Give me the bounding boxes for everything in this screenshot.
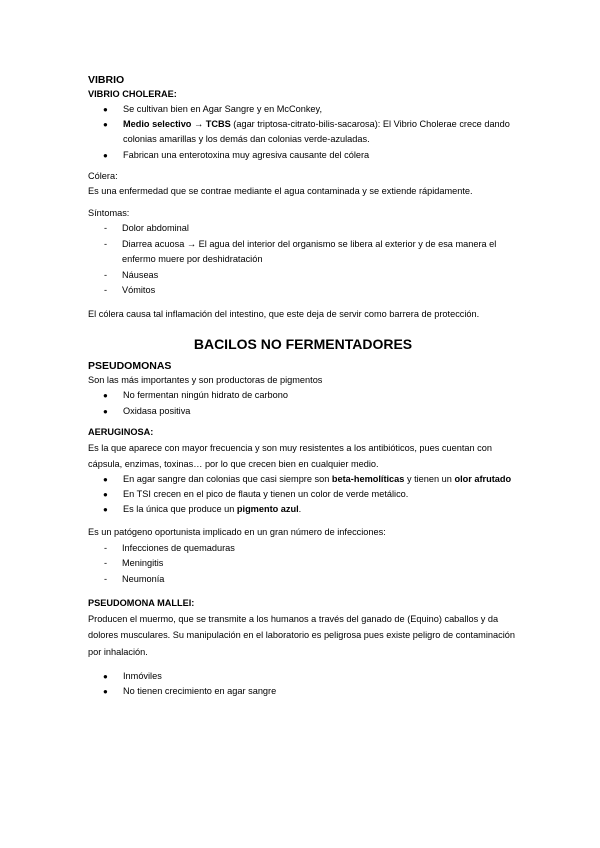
subtitle-vibrio-cholerae: VIBRIO CHOLERAE: — [88, 89, 177, 99]
subtitle-pseudomonas: PSEUDOMONAS — [88, 360, 172, 372]
list-item: - Dolor abdominal — [104, 223, 189, 234]
list-item: - Infecciones de quemaduras — [104, 542, 235, 553]
bullet-icon: ● — [103, 687, 108, 697]
list-item: ● Se cultivan bien en Agar Sangre y en McConkey, — [88, 102, 518, 117]
bullet-icon: ● — [103, 150, 108, 160]
list-item: - Neumonía — [104, 574, 165, 585]
list-item: ● Medio selectivo → TCBS (agar triptosa-citrato-bilis-sacarosa): El Vibrio Cholerae crece dando colonias amarillas y los demás dan colonias verde-azuladas. — [103, 119, 510, 145]
colera-text: Es una enfermedad que se contrae mediante el agua contaminada y se extiende rápidamente. — [88, 186, 473, 197]
document-page — [88, 73, 518, 700]
bullet-icon: ● — [103, 672, 108, 682]
pseudomonas-bullet-list — [88, 388, 518, 418]
colera-closing-text: El cólera causa tal inflamación del intestino, que este deja de servir como barrera de protección. — [88, 309, 480, 319]
colera-label: Cólera: — [88, 170, 118, 181]
sintomas-list — [88, 221, 518, 299]
bullet-icon: ● — [103, 505, 108, 515]
list-item: ● Fabrican una enterotoxina muy agresiva causante del cólera — [88, 148, 518, 163]
vibrio-bullet-list — [88, 102, 518, 163]
list-item: ● Es la única que produce un pigmento azul. — [88, 502, 518, 517]
section-title-vibrio: VIBRIO — [88, 74, 125, 86]
subtitle-aeruginosa: AERUGINOSA: — [88, 426, 154, 437]
list-item: ● En TSI crecen en el pico de flauta y tienen un color de verde metálico. — [88, 487, 518, 502]
patogeno-text: Es un patógeno oportunista implicado en un gran número de infecciones: — [88, 527, 386, 538]
list-item: - Diarrea acuosa → El agua del interior del organismo se libera al exterior y de esa manera el enfermo muere por deshidratación — [104, 238, 497, 265]
sintomas-label: Síntomas: — [88, 207, 130, 218]
list-item: ● No tienen crecimiento en agar sangre — [88, 684, 518, 699]
bullet-icon: ● — [103, 391, 108, 401]
list-item: ● No fermentan ningún hidrato de carbono — [88, 388, 518, 403]
list-item: ● En agar sangre dan colonias que casi siempre son beta-hemolíticas y tienen un olor afrutado — [88, 472, 518, 487]
bullet-icon: ● — [103, 490, 108, 500]
list-item: - Meningitis — [104, 558, 164, 569]
section-title-bacilos: BACILOS NO FERMENTADORES — [193, 336, 413, 352]
aeruginosa-bullet-list — [88, 472, 518, 518]
list-item: - Náuseas — [104, 269, 159, 280]
subtitle-pseudomona-mallei: PSEUDOMONA MALLEI: — [88, 597, 195, 608]
bullet-icon: ● — [103, 105, 108, 114]
aeruginosa-intro: Es la que aparece con mayor frecuencia y son muy resistentes a los antibióticos, pues cuentan con cápsula, enzimas, toxinas… por lo que crecen bien en cualquier medio. — [88, 442, 492, 469]
pseudomonas-intro: Son las más importantes y son productoras de pigmentos — [88, 375, 323, 385]
list-item: - Vómitos — [104, 285, 156, 296]
mallei-bullet-list — [88, 669, 518, 699]
bullet-icon: ● — [103, 406, 108, 416]
mallei-text: Producen el muermo, que se transmite a los humanos a través del ganado de (Equino) caballos y da dolores musculares. Su manipulación en el laboratorio es peligrosa pues existe peligro de contaminación por inhalación. — [88, 613, 515, 657]
infecciones-list — [88, 541, 518, 588]
list-item: ● Inmóviles — [88, 669, 518, 684]
bullet-icon: ● — [103, 120, 108, 130]
bullet-icon: ● — [103, 474, 108, 484]
list-item: ● Oxidasa positiva — [88, 404, 518, 419]
